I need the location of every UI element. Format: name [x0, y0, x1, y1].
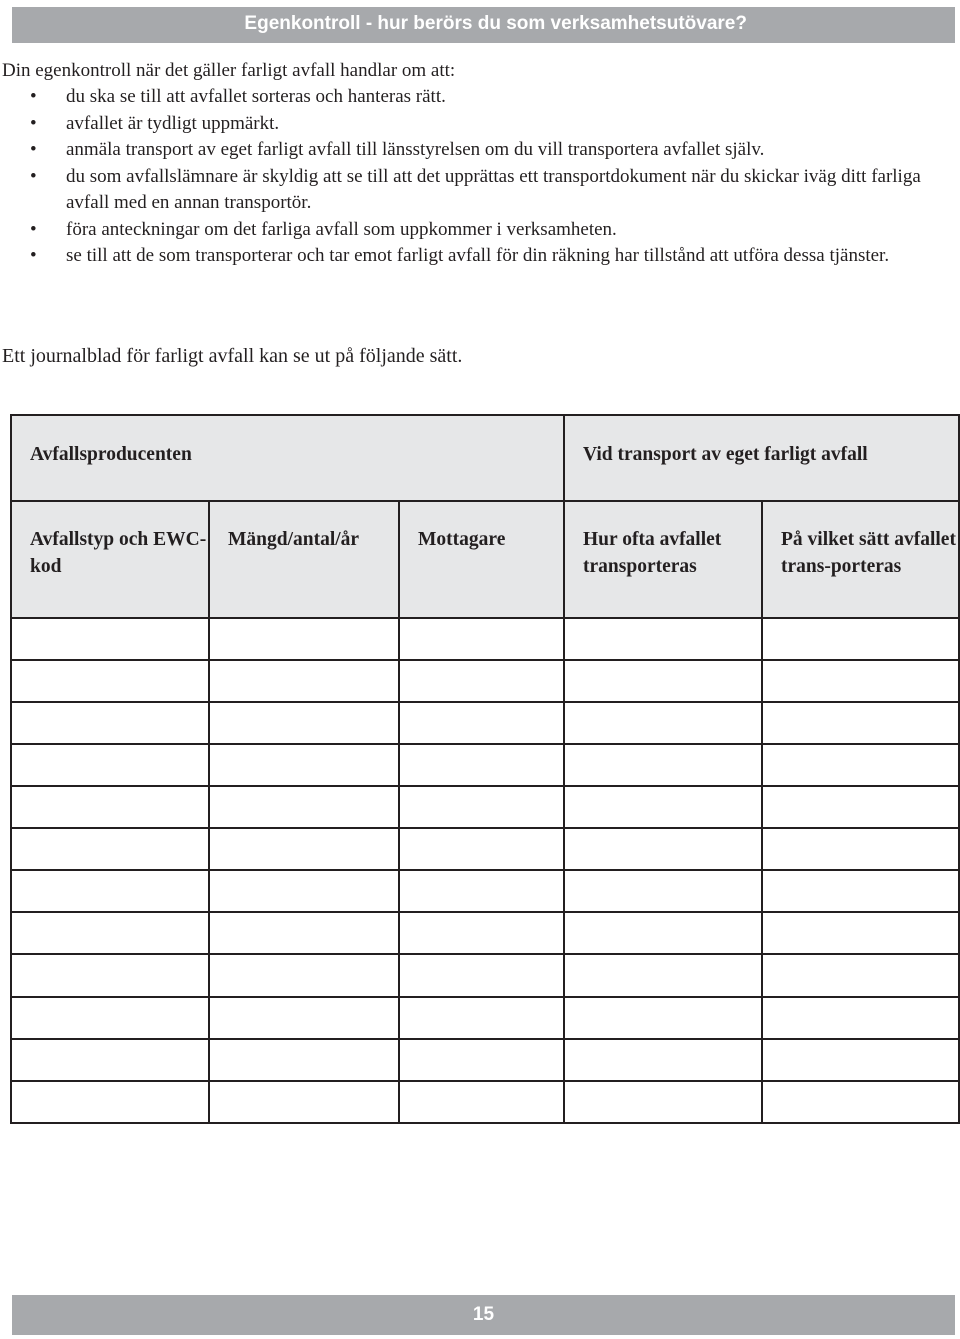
table-cell[interactable]	[209, 786, 399, 828]
table-column-header-row	[11, 501, 959, 617]
table-cell[interactable]	[209, 1081, 399, 1123]
table-cell[interactable]	[762, 702, 959, 744]
table-cell[interactable]	[762, 1081, 959, 1123]
table-cell[interactable]	[11, 1039, 209, 1081]
footer-band	[12, 1295, 955, 1335]
table-cell[interactable]	[209, 744, 399, 786]
table-cell[interactable]	[399, 912, 564, 954]
table-cell[interactable]	[209, 828, 399, 870]
table-cell[interactable]	[11, 702, 209, 744]
column-header-quantity: Mängd/antal/år	[209, 501, 399, 617]
table-cell[interactable]	[11, 870, 209, 912]
table-cell[interactable]	[762, 954, 959, 996]
table-body	[11, 618, 959, 1123]
list-item-text: du ska se till att avfallet sorteras och hanteras rätt.	[66, 86, 446, 107]
list-item-text: se till att de som transporterar och tar emot farligt avfall för din räkning har tillstånd att utföra dessa tjänster.	[66, 245, 890, 266]
table-cell[interactable]	[762, 786, 959, 828]
table-row	[11, 1039, 959, 1081]
waste-journal-table	[10, 414, 960, 1124]
bullet-icon: •	[30, 86, 37, 107]
table-cell[interactable]	[564, 828, 762, 870]
list-item-text: avfallet är tydligt uppmärkt.	[66, 112, 280, 134]
list-item-text: anmäla transport av eget farligt avfall till länsstyrelsen om du vill transportera avfallet själv.	[66, 139, 765, 160]
list-item	[0, 217, 958, 244]
bullet-icon: •	[30, 218, 37, 240]
journal-intro-text: Ett journalblad för farligt avfall kan se ut på följande sätt.	[2, 345, 463, 367]
table-cell[interactable]	[564, 660, 762, 702]
table-cell[interactable]	[399, 828, 564, 870]
table-cell[interactable]	[762, 1039, 959, 1081]
table-row	[11, 954, 959, 996]
column-header-transport-method: På vilket sätt avfallet trans-porteras	[762, 501, 959, 617]
column-header-waste-type: Avfallstyp och EWC-kod	[11, 501, 209, 617]
table-cell[interactable]	[762, 912, 959, 954]
table-cell[interactable]	[762, 744, 959, 786]
table-cell[interactable]	[564, 912, 762, 954]
table-cell[interactable]	[209, 954, 399, 996]
responsibility-list	[0, 84, 958, 270]
column-header-recipient: Mottagare	[399, 501, 564, 617]
table-cell[interactable]	[399, 997, 564, 1039]
table-cell[interactable]	[209, 702, 399, 744]
table-cell[interactable]	[564, 744, 762, 786]
table-cell[interactable]	[564, 1081, 762, 1123]
table-row	[11, 912, 959, 954]
list-item-text: föra anteckningar om det farliga avfall som uppkommer i verksamheten.	[66, 218, 617, 240]
table-cell[interactable]	[209, 660, 399, 702]
table-row	[11, 702, 959, 744]
table-row	[11, 828, 959, 870]
table-cell[interactable]	[209, 618, 399, 660]
table-cell[interactable]	[762, 828, 959, 870]
table-cell[interactable]	[11, 828, 209, 870]
header-band	[12, 7, 955, 43]
table-cell[interactable]	[11, 1081, 209, 1123]
list-item	[0, 111, 958, 138]
table-row	[11, 744, 959, 786]
table-cell[interactable]	[762, 870, 959, 912]
table-cell[interactable]	[399, 702, 564, 744]
list-item	[0, 243, 958, 270]
table-cell[interactable]	[11, 997, 209, 1039]
table-row	[11, 997, 959, 1039]
bullet-icon: •	[30, 245, 37, 266]
table-cell[interactable]	[399, 954, 564, 996]
list-item	[0, 164, 958, 217]
table-cell[interactable]	[762, 618, 959, 660]
bullet-icon: •	[30, 112, 37, 134]
group-header-own-transport: Vid transport av eget farligt avfall	[564, 415, 959, 501]
table-row	[11, 786, 959, 828]
table-cell[interactable]	[399, 660, 564, 702]
table-cell[interactable]	[564, 618, 762, 660]
table-cell[interactable]	[399, 1039, 564, 1081]
table-row	[11, 660, 959, 702]
page-number: 15	[472, 1304, 495, 1325]
table-cell[interactable]	[11, 786, 209, 828]
group-header-producer: Avfallsproducenten	[11, 415, 564, 501]
table-group-header-row	[11, 415, 959, 501]
table-cell[interactable]	[11, 912, 209, 954]
table-cell[interactable]	[399, 786, 564, 828]
table-cell[interactable]	[11, 744, 209, 786]
bullet-icon: •	[30, 139, 37, 160]
table-cell[interactable]	[564, 786, 762, 828]
table-cell[interactable]	[209, 1039, 399, 1081]
table-cell[interactable]	[564, 997, 762, 1039]
table-cell[interactable]	[399, 1081, 564, 1123]
table-cell[interactable]	[11, 618, 209, 660]
table-cell[interactable]	[209, 870, 399, 912]
table-cell[interactable]	[209, 997, 399, 1039]
table-cell[interactable]	[762, 997, 959, 1039]
page-title: Egenkontroll - hur berörs du som verksamhetsutövare?	[244, 13, 747, 34]
table-row	[11, 1081, 959, 1123]
table-cell[interactable]	[11, 954, 209, 996]
table-row	[11, 618, 959, 660]
list-item-text: du som avfallslämnare är skyldig att se till att det upprättas ett transportdokument när du skickar iväg ditt farliga avfall med en annan transportör.	[66, 165, 921, 213]
table-cell[interactable]	[564, 1039, 762, 1081]
table-row	[11, 870, 959, 912]
table-cell[interactable]	[564, 702, 762, 744]
table-cell[interactable]	[762, 660, 959, 702]
table-cell[interactable]	[399, 618, 564, 660]
table-cell[interactable]	[209, 912, 399, 954]
intro-text: Din egenkontroll när det gäller farligt avfall handlar om att:	[2, 60, 456, 81]
table-cell[interactable]	[399, 870, 564, 912]
list-item	[0, 84, 958, 111]
table-cell[interactable]	[564, 954, 762, 996]
table-cell[interactable]	[11, 660, 209, 702]
table-cell[interactable]	[399, 744, 564, 786]
list-item	[0, 137, 958, 164]
column-header-transport-frequency: Hur ofta avfallet transporteras	[564, 501, 762, 617]
table-cell[interactable]	[564, 870, 762, 912]
bullet-icon: •	[30, 165, 37, 187]
